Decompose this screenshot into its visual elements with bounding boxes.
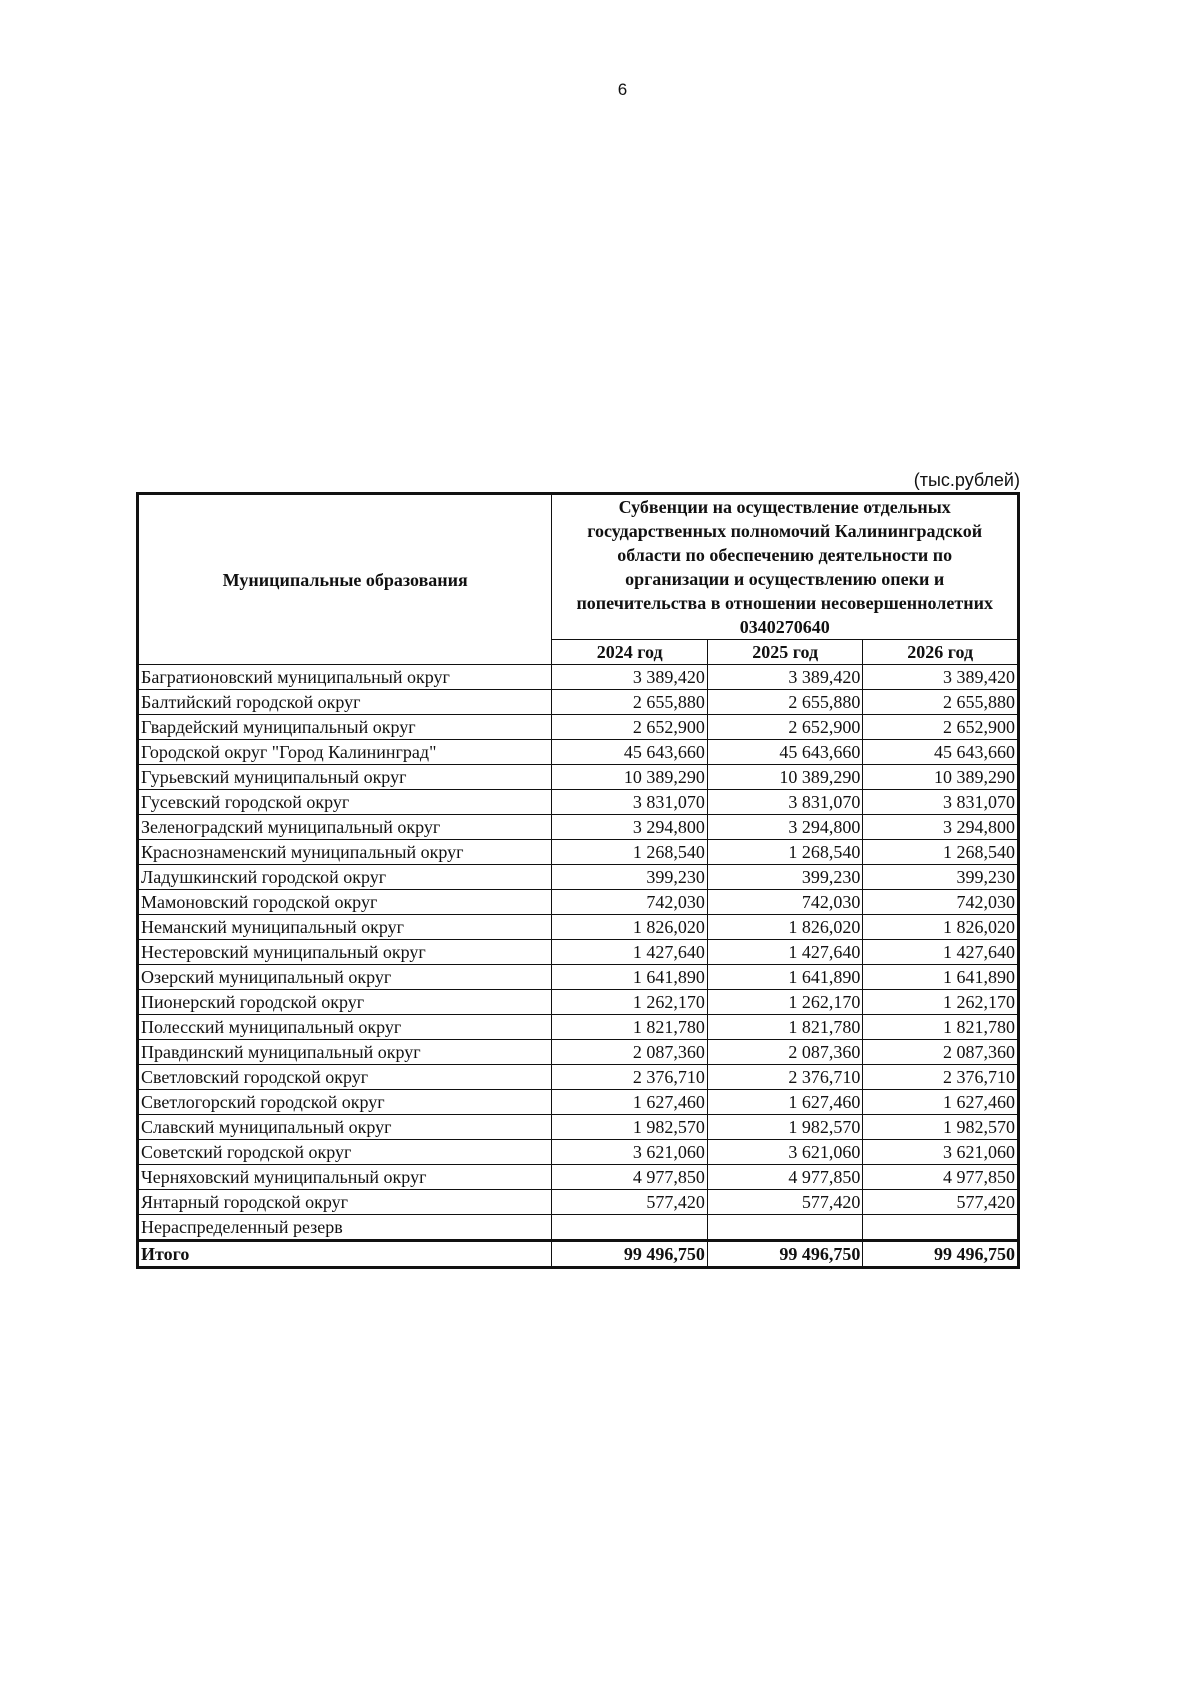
municipality-name-cell: Ладушкинский городской округ [138, 865, 552, 890]
value-2026-cell: 10 389,290 [863, 765, 1019, 790]
header-year-2025: 2025 год [707, 640, 863, 665]
municipality-name-cell: Черняховский муниципальный округ [138, 1165, 552, 1190]
value-2026-cell: 3 389,420 [863, 665, 1019, 690]
municipality-name-cell: Озерский муниципальный округ [138, 965, 552, 990]
value-2025-cell: 2 376,710 [707, 1065, 863, 1090]
table-row [138, 840, 1019, 865]
header-title-line: Субвенции на осуществление отдельных [618, 497, 951, 517]
page-number: 6 [617, 80, 628, 99]
municipality-name-cell: Славский муниципальный округ [138, 1115, 552, 1140]
value-2026-cell: 2 655,880 [863, 690, 1019, 715]
value-2025-cell: 3 831,070 [707, 790, 863, 815]
value-2026-cell: 2 376,710 [863, 1065, 1019, 1090]
municipality-name-cell: Гурьевский муниципальный округ [138, 765, 552, 790]
units-note: (тыс.рублей) [913, 470, 1020, 490]
value-2026-cell: 1 641,890 [863, 965, 1019, 990]
value-2025-cell: 2 652,900 [707, 715, 863, 740]
value-2024-cell: 3 621,060 [552, 1140, 708, 1165]
value-2026-cell: 1 826,020 [863, 915, 1019, 940]
header-title-line: попечительства в отношении несовершеннолетних [576, 593, 993, 613]
table-row [138, 790, 1019, 815]
table-row [138, 990, 1019, 1015]
value-2025-cell: 1 821,780 [707, 1015, 863, 1040]
value-2026-cell: 99 496,750 [863, 1241, 1019, 1268]
value-2024-cell: 399,230 [552, 865, 708, 890]
value-2026-cell: 45 643,660 [863, 740, 1019, 765]
header-title-line: организации и осуществлению опеки и [625, 569, 945, 589]
table-row [138, 1015, 1019, 1040]
value-2024-cell: 99 496,750 [552, 1241, 708, 1268]
value-2025-cell: 3 389,420 [707, 665, 863, 690]
municipality-name-cell: Советский городской округ [138, 1140, 552, 1165]
value-2025-cell: 1 262,170 [707, 990, 863, 1015]
table-row [138, 815, 1019, 840]
value-2025-cell: 45 643,660 [707, 740, 863, 765]
subventions-table [136, 492, 1020, 1269]
value-2025-cell: 4 977,850 [707, 1165, 863, 1190]
table-row [138, 1215, 1019, 1241]
value-2025-cell: 742,030 [707, 890, 863, 915]
value-2026-cell [863, 1215, 1019, 1241]
municipality-name-cell: Гвардейский муниципальный округ [138, 715, 552, 740]
table-row [138, 1140, 1019, 1165]
municipality-name-cell: Пионерский городской округ [138, 990, 552, 1015]
value-2024-cell: 45 643,660 [552, 740, 708, 765]
table-row [138, 665, 1019, 690]
table-row [138, 1165, 1019, 1190]
value-2025-cell: 1 826,020 [707, 915, 863, 940]
value-2026-cell: 577,420 [863, 1190, 1019, 1215]
header-title-code: 0340270640 [739, 617, 830, 637]
value-2024-cell: 1 627,460 [552, 1090, 708, 1115]
municipality-name-cell: Светлогорский городской округ [138, 1090, 552, 1115]
value-2026-cell: 2 652,900 [863, 715, 1019, 740]
value-2026-cell: 1 627,460 [863, 1090, 1019, 1115]
header-title-line: области по обеспечению деятельности по [617, 545, 953, 565]
value-2025-cell: 10 389,290 [707, 765, 863, 790]
value-2026-cell: 2 087,360 [863, 1040, 1019, 1065]
value-2024-cell: 2 376,710 [552, 1065, 708, 1090]
municipality-name-cell: Нестеровский муниципальный округ [138, 940, 552, 965]
value-2025-cell: 2 655,880 [707, 690, 863, 715]
value-2025-cell: 2 087,360 [707, 1040, 863, 1065]
municipality-name-cell: Краснознаменский муниципальный округ [138, 840, 552, 865]
table-row [138, 690, 1019, 715]
municipality-name-cell: Нераспределенный резерв [138, 1215, 552, 1241]
table-row [138, 740, 1019, 765]
value-2026-cell: 3 831,070 [863, 790, 1019, 815]
value-2025-cell: 3 294,800 [707, 815, 863, 840]
header-title-line: государственных полномочий Калининградской [587, 521, 983, 541]
table-row [138, 865, 1019, 890]
value-2026-cell: 4 977,850 [863, 1165, 1019, 1190]
table-row [138, 940, 1019, 965]
municipality-name-cell: Гусевский городской округ [138, 790, 552, 815]
table-row [138, 1090, 1019, 1115]
value-2024-cell [552, 1215, 708, 1241]
value-2024-cell: 10 389,290 [552, 765, 708, 790]
table-row [138, 1040, 1019, 1065]
table-row [138, 1115, 1019, 1140]
value-2026-cell: 1 268,540 [863, 840, 1019, 865]
value-2024-cell: 1 982,570 [552, 1115, 708, 1140]
total-row [138, 1241, 1019, 1268]
municipality-name-cell: Багратионовский муниципальный округ [138, 665, 552, 690]
value-2025-cell: 99 496,750 [707, 1241, 863, 1268]
value-2024-cell: 742,030 [552, 890, 708, 915]
municipality-name-cell: Полесский муниципальный округ [138, 1015, 552, 1040]
value-2025-cell: 399,230 [707, 865, 863, 890]
value-2024-cell: 1 262,170 [552, 990, 708, 1015]
table-row [138, 915, 1019, 940]
value-2025-cell: 1 427,640 [707, 940, 863, 965]
value-2025-cell: 1 268,540 [707, 840, 863, 865]
municipality-name-cell: Зеленоградский муниципальный округ [138, 815, 552, 840]
value-2024-cell: 1 821,780 [552, 1015, 708, 1040]
value-2025-cell: 1 641,890 [707, 965, 863, 990]
value-2024-cell: 2 655,880 [552, 690, 708, 715]
table-row [138, 1190, 1019, 1215]
municipality-name-cell: Городской округ "Город Калининград" [138, 740, 552, 765]
municipality-name-cell: Правдинский муниципальный округ [138, 1040, 552, 1065]
value-2024-cell: 2 652,900 [552, 715, 708, 740]
value-2024-cell: 3 389,420 [552, 665, 708, 690]
value-2026-cell: 1 427,640 [863, 940, 1019, 965]
value-2024-cell: 1 427,640 [552, 940, 708, 965]
municipality-name-cell: Мамоновский городской округ [138, 890, 552, 915]
value-2024-cell: 1 268,540 [552, 840, 708, 865]
value-2024-cell: 577,420 [552, 1190, 708, 1215]
municipality-name-cell: Светловский городской округ [138, 1065, 552, 1090]
header-title [552, 494, 1019, 640]
municipality-name-cell: Неманский муниципальный округ [138, 915, 552, 940]
value-2025-cell: 1 627,460 [707, 1090, 863, 1115]
value-2024-cell: 3 294,800 [552, 815, 708, 840]
table-row [138, 765, 1019, 790]
value-2026-cell: 399,230 [863, 865, 1019, 890]
table-row [138, 890, 1019, 915]
value-2025-cell: 1 982,570 [707, 1115, 863, 1140]
value-2025-cell: 3 621,060 [707, 1140, 863, 1165]
value-2024-cell: 4 977,850 [552, 1165, 708, 1190]
value-2026-cell: 1 821,780 [863, 1015, 1019, 1040]
value-2026-cell: 1 262,170 [863, 990, 1019, 1015]
value-2024-cell: 1 641,890 [552, 965, 708, 990]
value-2025-cell: 577,420 [707, 1190, 863, 1215]
municipality-name-cell: Итого [138, 1241, 552, 1268]
value-2026-cell: 1 982,570 [863, 1115, 1019, 1140]
header-year-2026: 2026 год [863, 640, 1019, 665]
value-2025-cell [707, 1215, 863, 1241]
municipality-name-cell: Янтарный городской округ [138, 1190, 552, 1215]
table-row [138, 715, 1019, 740]
value-2024-cell: 1 826,020 [552, 915, 708, 940]
value-2026-cell: 3 621,060 [863, 1140, 1019, 1165]
value-2026-cell: 3 294,800 [863, 815, 1019, 840]
header-municipalities: Муниципальные образования [138, 494, 552, 665]
value-2024-cell: 2 087,360 [552, 1040, 708, 1065]
table-row [138, 1065, 1019, 1090]
value-2024-cell: 3 831,070 [552, 790, 708, 815]
municipality-name-cell: Балтийский городской округ [138, 690, 552, 715]
header-year-2024: 2024 год [552, 640, 708, 665]
value-2026-cell: 742,030 [863, 890, 1019, 915]
table-row [138, 965, 1019, 990]
table-body [138, 665, 1019, 1268]
